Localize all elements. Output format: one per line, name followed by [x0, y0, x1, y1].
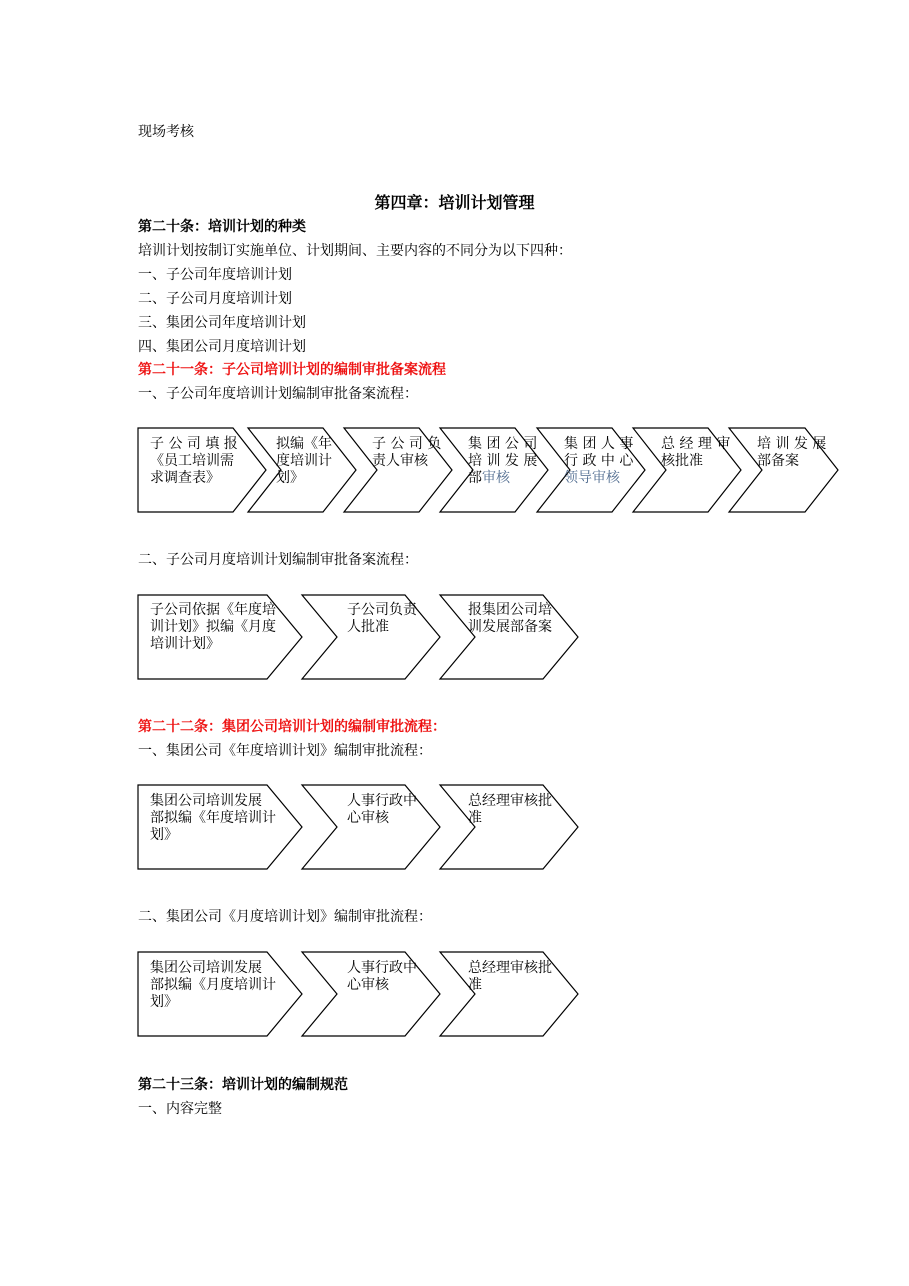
flow-step-label: 总经理审核批 准 — [468, 793, 552, 826]
flow-step-label: 集团公司培训发展 部拟编《年度培训计 划》 — [150, 793, 276, 843]
flow-step-label: 子公司负责 人批准 — [347, 602, 417, 635]
flow-step-label: 报集团公司培 训发展部备案 — [468, 602, 552, 635]
flow-step-label: 人事行政中 心审核 — [347, 960, 417, 993]
chapter-title: 第四章：培训计划管理 — [374, 193, 535, 212]
flow-step-label: 拟编《年 度培训计 划》 — [276, 436, 332, 486]
flow-step-label: 子 公 司 负 责人审核 — [372, 436, 442, 469]
list-item: 一、子公司年度培训计划 — [138, 267, 292, 283]
article-23-heading: 第二十三条：培训计划的编制规范 — [138, 1077, 348, 1093]
flow-step-label: 总经理审核批 准 — [468, 960, 552, 993]
article-22-sub1: 一、集团公司《年度培训计划》编制审批流程： — [138, 743, 432, 759]
list-item: 二、子公司月度培训计划 — [138, 291, 292, 307]
flow-step-label: 集 团 公 司 培 训 发 展 部审核 — [468, 436, 538, 486]
article-20-heading: 第二十条：培训计划的种类 — [138, 219, 306, 235]
flow-step-label: 培 训 发 展 部备案 — [757, 436, 827, 469]
list-item: 三、集团公司年度培训计划 — [138, 315, 306, 331]
top-line: 现场考核 — [138, 124, 194, 140]
flow-step-label: 子 公 司 填 报 《员工培训需 求调查表》 — [150, 436, 238, 486]
article-22-heading: 第二十二条：集团公司培训计划的编制审批流程： — [138, 719, 446, 735]
flow-step-label: 集 团 人 事 行 政 中 心 领导审核 — [564, 436, 634, 486]
flow-step-label: 人事行政中 心审核 — [347, 793, 417, 826]
article-23-item1: 一、内容完整 — [138, 1101, 222, 1117]
list-item: 四、集团公司月度培训计划 — [138, 339, 306, 355]
flow-step-label: 集团公司培训发展 部拟编《月度培训计 划》 — [150, 960, 276, 1010]
flow-step-label: 总 经 理 审 核批准 — [661, 436, 731, 469]
article-21-sub1: 一、子公司年度培训计划编制审批备案流程： — [138, 386, 418, 402]
article-20-intro: 培训计划按制订实施单位、计划期间、主要内容的不同分为以下四种： — [138, 243, 572, 259]
article-22-sub2: 二、集团公司《月度培训计划》编制审批流程： — [138, 909, 432, 925]
flow-step-label: 子公司依据《年度培 训计划》拟编《月度 培训计划》 — [150, 602, 276, 652]
article-21-sub2: 二、子公司月度培训计划编制审批备案流程： — [138, 552, 418, 568]
article-21-heading: 第二十一条：子公司培训计划的编制审批备案流程 — [138, 362, 446, 378]
